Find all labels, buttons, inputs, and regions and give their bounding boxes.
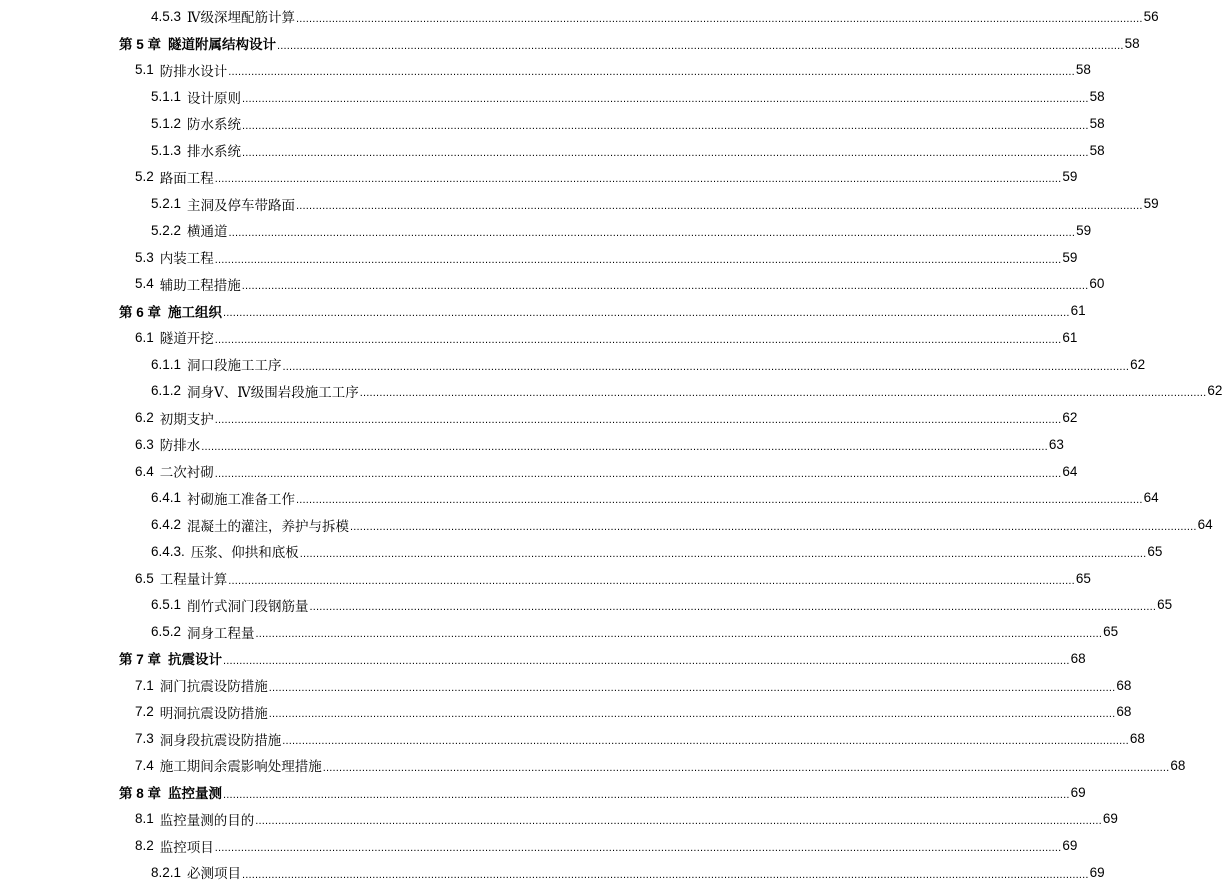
toc-section-entry[interactable]: [0, 832, 1078, 859]
toc-entry-title: 二次衬砌: [159, 465, 214, 482]
dot-leader: ....................................................................................................................................................................................................................................................................: [214, 333, 1062, 346]
dot-leader: ....................................................................................................................................................................................................................................................................: [350, 521, 1197, 534]
toc-entry-number: 6.4.3.: [151, 543, 185, 559]
dot-leader: ....................................................................................................................................................................................................................................................................: [359, 387, 1207, 400]
dot-leader: ....................................................................................................................................................................................................................................................................: [241, 280, 1089, 293]
toc-section-entry[interactable]: [0, 538, 1163, 565]
toc-section-entry[interactable]: [0, 699, 1132, 726]
toc-entry-title: 防排水: [159, 438, 201, 455]
toc-entry-page-number: 59: [1143, 196, 1159, 212]
toc-entry-page-number: 69: [1070, 784, 1086, 800]
dot-leader: ....................................................................................................................................................................................................................................................................: [228, 226, 1076, 239]
toc-entry-page-number: 58: [1089, 142, 1105, 158]
toc-entry-page-number: 64: [1062, 463, 1078, 479]
toc-entry-page-number: 69: [1062, 838, 1078, 854]
toc-entry-title: 隧道开挖: [159, 331, 214, 348]
toc-entry-page-number: 68: [1116, 704, 1132, 720]
toc-entry-page-number: 64: [1143, 490, 1159, 506]
toc-entry-number: 6.5.1: [151, 597, 182, 613]
toc-entry-title: 削竹式洞门段钢筋量: [187, 598, 309, 615]
toc-entry-number: 6.3: [135, 436, 154, 452]
dot-leader: ....................................................................................................................................................................................................................................................................: [214, 842, 1062, 855]
dot-leader: ....................................................................................................................................................................................................................................................................: [242, 146, 1089, 159]
toc-entry-number: 5.2.1: [151, 196, 182, 212]
toc-entry-number: 5.1.1: [151, 89, 182, 105]
toc-section-entry[interactable]: [0, 271, 1105, 298]
toc-entry-number: 6.1.2: [151, 383, 182, 399]
toc-entry-number: 第 7 章: [119, 652, 162, 668]
toc-entry-page-number: 62: [1062, 410, 1078, 426]
toc-entry-number: 7.2: [135, 704, 154, 720]
dot-leader: ....................................................................................................................................................................................................................................................................: [268, 708, 1116, 721]
toc-entry-title: 洞身Ⅴ、Ⅳ级围岩段施工工序: [187, 384, 359, 401]
toc-chapter-entry[interactable]: [0, 779, 1086, 806]
toc-entry-page-number: 65: [1075, 570, 1091, 586]
toc-entry-title: 必测项目: [187, 866, 242, 883]
toc-entry-page-number: 65: [1103, 624, 1119, 640]
toc-entry-title: 工程量计算: [159, 572, 228, 589]
toc-entry-number: 第 8 章: [119, 786, 162, 802]
toc-entry-number: 第 6 章: [119, 304, 162, 320]
toc-entry-title: 衬砌施工准备工作: [187, 491, 296, 508]
toc-entry-page-number: 68: [1129, 731, 1145, 747]
toc-entry-title: 横通道: [187, 224, 228, 241]
toc-section-entry[interactable]: [0, 164, 1078, 191]
toc-section-entry[interactable]: [0, 57, 1091, 84]
toc-entry-title: 初期支护: [159, 411, 214, 428]
toc-entry-page-number: 56: [1143, 8, 1159, 24]
toc-entry-number: 8.2: [135, 838, 154, 854]
toc-section-entry[interactable]: [0, 752, 1186, 779]
toc-entry-title: 压浆、仰拱和底板: [190, 545, 299, 562]
toc-entry-number: 5.1.2: [151, 115, 182, 131]
dot-leader: ....................................................................................................................................................................................................................................................................: [296, 494, 1143, 507]
dot-leader: ....................................................................................................................................................................................................................................................................: [242, 119, 1089, 132]
toc-entry-page-number: 61: [1062, 329, 1078, 345]
toc-section-entry[interactable]: [0, 618, 1119, 645]
dot-leader: ....................................................................................................................................................................................................................................................................: [214, 173, 1062, 186]
toc-section-entry[interactable]: [0, 324, 1078, 351]
toc-entry-page-number: 62: [1207, 383, 1222, 399]
toc-entry-number: 6.4: [135, 463, 154, 479]
toc-section-entry[interactable]: [0, 565, 1091, 592]
dot-leader: ....................................................................................................................................................................................................................................................................: [255, 815, 1102, 828]
toc-entry-page-number: 59: [1062, 249, 1078, 265]
toc-entry-title: Ⅳ级深埋配筋计算: [187, 10, 296, 27]
toc-entry-title: 洞口段施工工序: [187, 358, 282, 375]
toc-section-entry[interactable]: [0, 431, 1064, 458]
toc-entry-page-number: 65: [1157, 597, 1173, 613]
toc-chapter-entry[interactable]: [0, 297, 1086, 324]
toc-entry-title: 设计原则: [187, 90, 242, 107]
toc-entry-page-number: 68: [1070, 650, 1086, 666]
toc-entry-number: 6.4.2: [151, 517, 182, 533]
dot-leader: ....................................................................................................................................................................................................................................................................: [242, 868, 1089, 881]
toc-entry-page-number: 58: [1089, 115, 1105, 131]
toc-entry-number: 6.2: [135, 410, 154, 426]
toc-entry-title: 洞身工程量: [187, 625, 255, 642]
toc-entry-page-number: 59: [1062, 169, 1078, 185]
toc-entry-page-number: 58: [1089, 89, 1105, 105]
dot-leader: ....................................................................................................................................................................................................................................................................: [268, 681, 1116, 694]
dot-leader: ....................................................................................................................................................................................................................................................................: [242, 93, 1089, 106]
toc-entry-title: 防排水设计: [159, 63, 228, 80]
toc-entry-number: 7.4: [135, 757, 154, 773]
toc-entry-number: 5.2: [135, 169, 154, 185]
toc-entry-page-number: 63: [1048, 436, 1064, 452]
toc-entry-page-number: 68: [1170, 757, 1186, 773]
toc-entry-page-number: 61: [1070, 303, 1086, 319]
toc-entry-title: 洞身段抗震设防措施: [159, 732, 282, 749]
toc-entry-number: 5.4: [135, 276, 154, 292]
toc-entry-title: 主洞及停车带路面: [187, 197, 296, 214]
toc-entry-page-number: 60: [1089, 276, 1105, 292]
toc-entry-title: 隧道附属结构设计: [168, 37, 277, 54]
toc-entry-number: 6.4.1: [151, 490, 182, 506]
toc-entry-number: 7.1: [135, 677, 154, 693]
dot-leader: ....................................................................................................................................................................................................................................................................: [282, 735, 1129, 748]
dot-leader: ....................................................................................................................................................................................................................................................................: [309, 601, 1157, 614]
toc-entry-page-number: 59: [1076, 222, 1092, 238]
toc-entry-number: 4.5.3: [151, 8, 182, 24]
toc-entry-number: 第 5 章: [119, 37, 162, 53]
toc-entry-number: 8.1: [135, 811, 154, 827]
dot-leader: ....................................................................................................................................................................................................................................................................: [214, 467, 1062, 480]
toc-entry-number: 6.5: [135, 570, 154, 586]
toc-entry-number: 5.1: [135, 62, 154, 78]
dot-leader: ....................................................................................................................................................................................................................................................................: [322, 761, 1170, 774]
toc-entry-title: 洞门抗震设防措施: [159, 679, 268, 696]
dot-leader: ....................................................................................................................................................................................................................................................................: [296, 12, 1143, 25]
toc-entry-title: 监控量测的目的: [159, 812, 255, 829]
toc-section-entry[interactable]: [0, 458, 1078, 485]
toc-entry-number: 5.2.2: [151, 222, 182, 238]
toc-entry-title: 施工期间余震影响处理措施: [159, 759, 322, 776]
toc-section-entry[interactable]: [0, 137, 1105, 164]
toc-section-entry[interactable]: [0, 485, 1159, 512]
dot-leader: ....................................................................................................................................................................................................................................................................: [277, 39, 1124, 52]
toc-entry-title: 混凝土的灌注，养护与拆模: [187, 518, 350, 535]
dot-leader: ....................................................................................................................................................................................................................................................................: [223, 307, 1070, 320]
toc-section-entry[interactable]: [0, 110, 1105, 137]
dot-leader: ....................................................................................................................................................................................................................................................................: [214, 253, 1062, 266]
toc-chapter-entry[interactable]: [0, 645, 1086, 672]
toc-entry-page-number: 58: [1075, 62, 1091, 78]
toc-entry-title: 防水系统: [187, 117, 242, 134]
toc-chapter-entry[interactable]: [0, 30, 1140, 57]
dot-leader: ....................................................................................................................................................................................................................................................................: [201, 440, 1048, 453]
toc-entry-number: 6.5.2: [151, 624, 182, 640]
toc-entry-number: 6.1: [135, 329, 154, 345]
toc-entry-page-number: 64: [1197, 517, 1213, 533]
toc-entry-title: 施工组织: [168, 304, 223, 321]
toc-section-entry[interactable]: [0, 351, 1146, 378]
toc-section-entry[interactable]: [0, 511, 1213, 538]
dot-leader: ....................................................................................................................................................................................................................................................................: [255, 628, 1103, 641]
toc-entry-page-number: 69: [1089, 864, 1105, 880]
toc-entry-title: 辅助工程措施: [159, 277, 241, 294]
dot-leader: ....................................................................................................................................................................................................................................................................: [223, 788, 1070, 801]
toc-entry-number: 7.3: [135, 731, 154, 747]
toc-entry-page-number: 58: [1124, 35, 1140, 51]
dot-leader: ....................................................................................................................................................................................................................................................................: [214, 414, 1062, 427]
dot-leader: ....................................................................................................................................................................................................................................................................: [228, 574, 1075, 587]
toc-entry-title: 排水系统: [187, 144, 242, 161]
dot-leader: ....................................................................................................................................................................................................................................................................: [299, 547, 1147, 560]
toc-entry-title: 内装工程: [159, 251, 214, 268]
toc-section-entry[interactable]: [0, 244, 1078, 271]
toc-entry-number: 5.3: [135, 249, 154, 265]
toc-section-entry[interactable]: [0, 83, 1105, 110]
toc-entry-page-number: 62: [1130, 356, 1146, 372]
table-of-contents: [0, 3, 1222, 886]
toc-entry-number: 5.1.3: [151, 142, 182, 158]
toc-entry-title: 明洞抗震设防措施: [159, 705, 268, 722]
toc-entry-page-number: 68: [1116, 677, 1132, 693]
toc-section-entry[interactable]: [0, 3, 1159, 30]
dot-leader: ....................................................................................................................................................................................................................................................................: [228, 66, 1075, 79]
toc-section-entry[interactable]: [0, 592, 1173, 619]
toc-entry-title: 监控项目: [159, 839, 214, 856]
dot-leader: ....................................................................................................................................................................................................................................................................: [282, 360, 1130, 373]
toc-section-entry[interactable]: [0, 190, 1159, 217]
toc-section-entry[interactable]: [0, 672, 1132, 699]
toc-entry-number: 6.1.1: [151, 356, 182, 372]
toc-section-entry[interactable]: [0, 806, 1118, 833]
toc-entry-title: 抗震设计: [168, 652, 223, 669]
toc-entry-title: 监控量测: [168, 786, 223, 803]
toc-entry-number: 8.2.1: [151, 864, 182, 880]
toc-entry-title: 路面工程: [159, 170, 214, 187]
dot-leader: ....................................................................................................................................................................................................................................................................: [296, 200, 1143, 213]
dot-leader: ....................................................................................................................................................................................................................................................................: [223, 654, 1070, 667]
toc-section-entry[interactable]: [0, 217, 1092, 244]
toc-entry-page-number: 69: [1102, 811, 1118, 827]
toc-section-entry[interactable]: [0, 378, 1222, 405]
toc-entry-page-number: 65: [1147, 543, 1163, 559]
toc-section-entry[interactable]: [0, 404, 1078, 431]
toc-section-entry[interactable]: [0, 859, 1105, 886]
toc-section-entry[interactable]: [0, 725, 1145, 752]
